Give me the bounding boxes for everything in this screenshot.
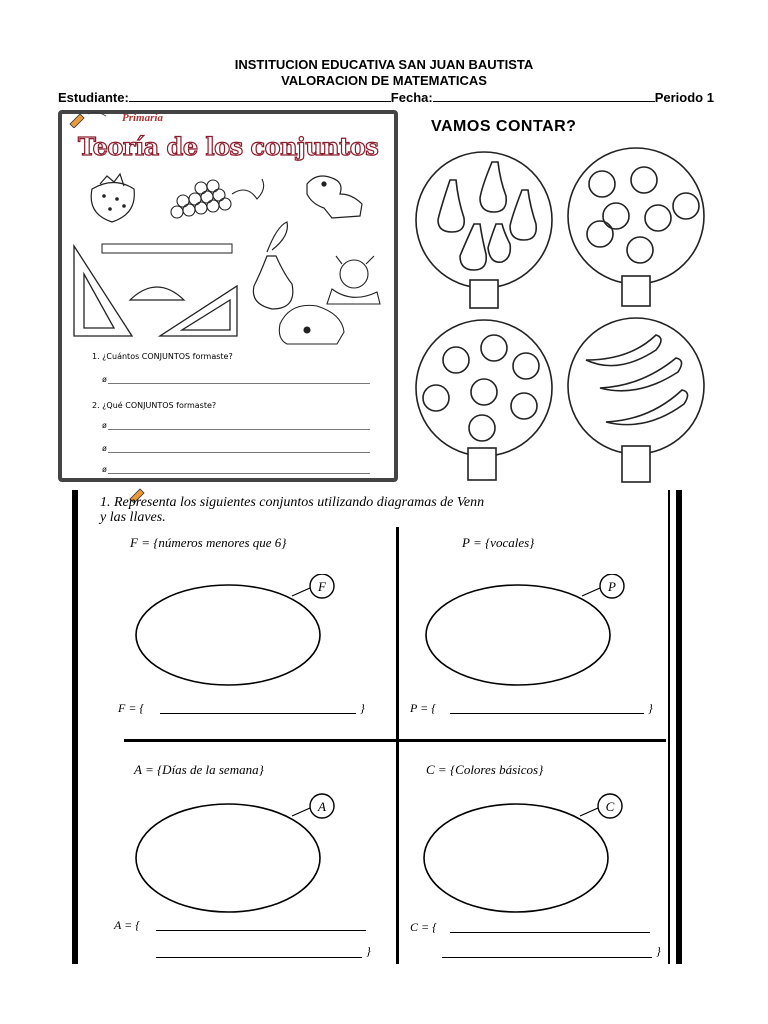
illustrations [62, 164, 394, 354]
instruction-line-2: y las llaves. [100, 510, 166, 525]
left-border [72, 490, 78, 964]
pencil-icon [66, 110, 126, 128]
set-p-venn-diagram[interactable] [422, 574, 637, 694]
primaria-badge: Primaria [122, 112, 163, 124]
answer-line[interactable] [108, 383, 370, 384]
set-f-close-brace: } [360, 701, 365, 715]
set-f-answer-label: F = { [118, 701, 145, 715]
set-c-venn-diagram[interactable] [420, 792, 635, 918]
set-p-definition: P = {vocales} [462, 535, 535, 550]
set-c-answer-line-2[interactable] [442, 957, 652, 958]
exercise-instruction [100, 495, 666, 525]
date-blank[interactable] [433, 89, 655, 102]
set-a-tag: A [318, 799, 326, 814]
student-label: Estudiante: [58, 90, 129, 105]
set-p-tag: P [608, 579, 616, 594]
instruction-line-1: 1. Representa los siguientes conjuntos utilizando diagramas de Venn [100, 495, 485, 510]
set-c-tag: C [605, 799, 615, 814]
answer-bullet-icon: ø [102, 421, 107, 430]
grapes-icon [171, 179, 264, 218]
set-a-answer-line-2[interactable] [156, 957, 362, 958]
right-border [676, 490, 682, 964]
vertical-divider [396, 527, 399, 964]
answer-bullet-icon: ø [102, 375, 107, 384]
set-a-close-brace: } [366, 944, 371, 958]
sleeping-dog-icon [279, 305, 344, 344]
set-theory-panel [58, 110, 398, 482]
set-theory-title: Teoría de los conjuntos [78, 132, 379, 161]
student-info-line [58, 89, 718, 105]
pear-tree-icon [416, 152, 552, 308]
set-a-answer-line[interactable] [156, 930, 366, 931]
set-p-answer-line[interactable] [450, 713, 644, 714]
school-name: INSTITUCION EDUCATIVA SAN JUAN BAUTISTA [234, 57, 534, 72]
ruler-icon [102, 244, 232, 253]
orange-tree-icon [568, 148, 704, 306]
answer-line[interactable] [108, 473, 370, 474]
question-2: 2. ¿Qué CONJUNTOS formaste? [92, 401, 217, 410]
set-a-answer-label: A = { [114, 918, 141, 932]
set-a-definition: A = {Días de la semana} [134, 762, 264, 777]
set-c-close-brace: } [656, 944, 661, 958]
set-p-close-brace: } [648, 701, 653, 715]
right-border-inner [668, 490, 670, 964]
worksheet-subject: VALORACION DE MATEMATICAS [281, 73, 487, 88]
fruit-trees [410, 140, 768, 485]
answer-bullet-icon: ø [102, 465, 107, 474]
apple-tree-icon [416, 320, 552, 480]
counting-title: VAMOS CONTAR? [431, 118, 577, 135]
set-p-answer-label: P = { [410, 701, 437, 715]
answer-bullet-icon: ø [102, 444, 107, 453]
student-name-blank[interactable] [129, 89, 391, 102]
set-a-venn-diagram[interactable] [132, 792, 347, 918]
set-f-answer-line[interactable] [160, 713, 356, 714]
set-f-definition: F = {números menores que 6} [130, 535, 287, 550]
set-c-definition: C = {Colores básicos} [426, 762, 544, 777]
question-1: 1. ¿Cuántos CONJUNTOS formaste? [92, 352, 233, 361]
puppy-icon [327, 256, 380, 304]
period-label: Periodo 1 [654, 90, 714, 105]
set-squares-icon [74, 246, 237, 336]
protractor-icon [130, 287, 184, 300]
answer-line[interactable] [108, 452, 370, 453]
pear-icon [253, 222, 292, 309]
set-f-venn-diagram[interactable] [132, 574, 347, 694]
answer-line[interactable] [108, 429, 370, 430]
banana-tree-icon [568, 318, 704, 482]
set-f-tag: F [318, 579, 326, 594]
horizontal-divider [124, 739, 666, 742]
set-c-answer-label: C = { [410, 920, 437, 934]
strawberry-icon [91, 174, 134, 222]
dog-icon [307, 176, 362, 218]
set-c-answer-line[interactable] [450, 932, 650, 933]
date-label: Fecha: [390, 90, 433, 105]
